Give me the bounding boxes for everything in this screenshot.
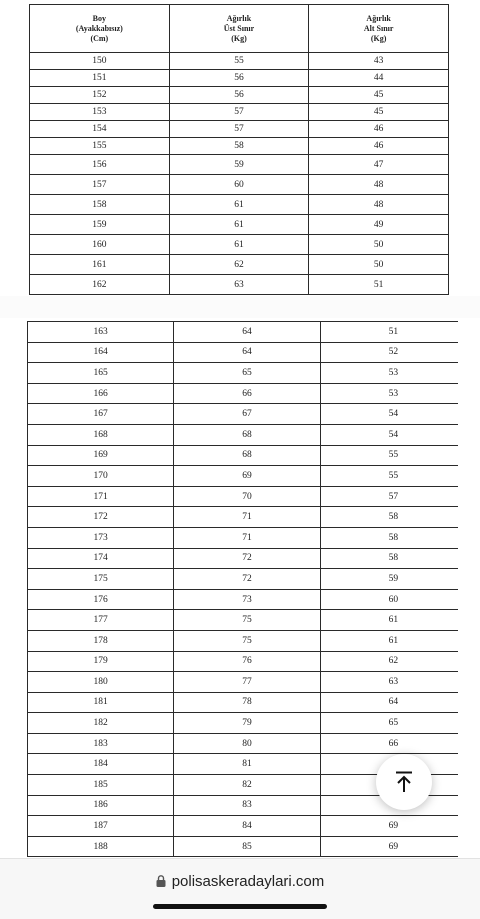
cell-weight-lower: 51 xyxy=(309,275,449,295)
table-row xyxy=(28,383,467,404)
cell-weight-lower: 48 xyxy=(309,195,449,215)
arrow-up-to-top-icon xyxy=(393,770,415,794)
cell-weight-upper: 75 xyxy=(174,630,320,651)
cell-height: 175 xyxy=(28,569,174,590)
cell-weight-lower: 45 xyxy=(309,104,449,121)
cell-weight-lower: 65 xyxy=(320,713,466,734)
header-weight-lower: Ağırlık Alt Sınır (Kg) xyxy=(309,5,449,53)
browser-address-bar[interactable] xyxy=(0,858,480,919)
table-row xyxy=(30,155,449,175)
scroll-to-top-button[interactable] xyxy=(376,754,432,810)
table-row xyxy=(28,630,467,651)
cell-weight-upper: 68 xyxy=(174,445,320,466)
cell-weight-upper: 57 xyxy=(169,121,309,138)
cell-height: 176 xyxy=(28,589,174,610)
cell-height: 151 xyxy=(30,70,170,87)
header-weight-upper: Ağırlık Üst Sınır (Kg) xyxy=(169,5,309,53)
cell-weight-upper: 60 xyxy=(169,175,309,195)
table-row xyxy=(30,255,449,275)
cell-weight-lower: 69 xyxy=(320,836,466,857)
table-row xyxy=(28,486,467,507)
cell-weight-lower: 63 xyxy=(320,672,466,693)
cell-weight-lower: 46 xyxy=(309,138,449,155)
cell-height: 167 xyxy=(28,404,174,425)
cell-weight-upper: 65 xyxy=(174,363,320,384)
cell-weight-lower: 47 xyxy=(309,155,449,175)
cell-weight-upper: 77 xyxy=(174,672,320,693)
cell-height: 188 xyxy=(28,836,174,857)
table-row xyxy=(30,195,449,215)
cell-weight-lower: 49 xyxy=(309,215,449,235)
cell-weight-lower: 50 xyxy=(309,255,449,275)
cell-height: 186 xyxy=(28,795,174,816)
url-display[interactable] xyxy=(0,873,480,890)
cell-weight-upper: 76 xyxy=(174,651,320,672)
cell-height: 153 xyxy=(30,104,170,121)
cell-height: 182 xyxy=(28,713,174,734)
cell-weight-upper: 83 xyxy=(174,795,320,816)
cell-height: 152 xyxy=(30,87,170,104)
cell-weight-lower: 64 xyxy=(320,692,466,713)
weight-table-part-1 xyxy=(29,4,449,295)
cell-weight-upper: 57 xyxy=(169,104,309,121)
cell-weight-lower: 60 xyxy=(320,589,466,610)
cell-height: 172 xyxy=(28,507,174,528)
cell-height: 155 xyxy=(30,138,170,155)
cell-weight-lower: 48 xyxy=(309,175,449,195)
cell-weight-upper: 71 xyxy=(174,507,320,528)
cell-weight-upper: 79 xyxy=(174,713,320,734)
cell-weight-upper: 82 xyxy=(174,775,320,796)
cell-height: 174 xyxy=(28,548,174,569)
cell-height: 160 xyxy=(30,235,170,255)
table-row xyxy=(28,466,467,487)
cell-height: 159 xyxy=(30,215,170,235)
cell-weight-upper: 64 xyxy=(174,342,320,363)
cell-weight-lower: 53 xyxy=(320,363,466,384)
cell-weight-lower: 50 xyxy=(309,235,449,255)
table-row xyxy=(28,424,467,445)
cell-weight-lower: 54 xyxy=(320,404,466,425)
lock-icon xyxy=(156,875,166,887)
cell-height: 185 xyxy=(28,775,174,796)
table-row xyxy=(30,53,449,70)
cell-weight-upper: 69 xyxy=(174,466,320,487)
cell-height: 187 xyxy=(28,816,174,837)
cell-weight-upper: 66 xyxy=(174,383,320,404)
table-row xyxy=(28,569,467,590)
table-row xyxy=(28,733,467,754)
cell-weight-upper: 75 xyxy=(174,610,320,631)
cell-weight-upper: 56 xyxy=(169,70,309,87)
cell-weight-upper: 84 xyxy=(174,816,320,837)
cell-weight-lower: 55 xyxy=(320,466,466,487)
cell-weight-upper: 71 xyxy=(174,527,320,548)
cell-height: 164 xyxy=(28,342,174,363)
table-row xyxy=(30,138,449,155)
table-row xyxy=(30,175,449,195)
cell-height: 178 xyxy=(28,630,174,651)
cell-height: 179 xyxy=(28,651,174,672)
cell-weight-lower: 57 xyxy=(320,486,466,507)
cell-weight-upper: 56 xyxy=(169,87,309,104)
cell-weight-lower: 66 xyxy=(320,733,466,754)
cell-height: 177 xyxy=(28,610,174,631)
cell-weight-upper: 63 xyxy=(169,275,309,295)
cell-height: 158 xyxy=(30,195,170,215)
table-row xyxy=(28,404,467,425)
table-row xyxy=(28,527,467,548)
cell-weight-upper: 59 xyxy=(169,155,309,175)
cell-weight-lower: 46 xyxy=(309,121,449,138)
cell-weight-lower: 58 xyxy=(320,507,466,528)
home-indicator xyxy=(153,904,327,909)
cell-weight-upper: 70 xyxy=(174,486,320,507)
table-row xyxy=(28,445,467,466)
cell-height: 183 xyxy=(28,733,174,754)
table-row xyxy=(28,322,467,343)
cell-weight-lower: 59 xyxy=(320,569,466,590)
cell-height: 154 xyxy=(30,121,170,138)
cell-weight-upper: 58 xyxy=(169,138,309,155)
cell-weight-upper: 61 xyxy=(169,195,309,215)
cell-height: 170 xyxy=(28,466,174,487)
url-text: polisaskeradaylari.com xyxy=(171,873,325,890)
table-row xyxy=(28,672,467,693)
cell-height: 180 xyxy=(28,672,174,693)
cell-weight-lower: 43 xyxy=(309,53,449,70)
cell-weight-upper: 61 xyxy=(169,235,309,255)
cell-weight-lower: 61 xyxy=(320,630,466,651)
right-edge-clip xyxy=(458,321,480,861)
cell-weight-lower: 69 xyxy=(320,816,466,837)
cell-height: 165 xyxy=(28,363,174,384)
table-row xyxy=(28,507,467,528)
table-row xyxy=(30,70,449,87)
cell-height: 184 xyxy=(28,754,174,775)
cell-weight-lower: 58 xyxy=(320,527,466,548)
cell-height: 163 xyxy=(28,322,174,343)
cell-weight-lower: 55 xyxy=(320,445,466,466)
table-row xyxy=(28,548,467,569)
table-row xyxy=(28,610,467,631)
table-row xyxy=(30,235,449,255)
cell-weight-lower: 53 xyxy=(320,383,466,404)
cell-weight-upper: 78 xyxy=(174,692,320,713)
table-row xyxy=(30,87,449,104)
table-row xyxy=(28,816,467,837)
cell-weight-upper: 55 xyxy=(169,53,309,70)
cell-height: 181 xyxy=(28,692,174,713)
table-row xyxy=(28,363,467,384)
table-row xyxy=(30,275,449,295)
cell-height: 157 xyxy=(30,175,170,195)
cell-weight-upper: 61 xyxy=(169,215,309,235)
cell-height: 173 xyxy=(28,527,174,548)
table-header-row xyxy=(30,5,449,53)
cell-weight-lower: 61 xyxy=(320,610,466,631)
table-row xyxy=(28,589,467,610)
cell-weight-lower: 51 xyxy=(320,322,466,343)
cell-weight-upper: 68 xyxy=(174,424,320,445)
table-page-gap xyxy=(0,296,480,318)
cell-weight-upper: 85 xyxy=(174,836,320,857)
cell-weight-upper: 80 xyxy=(174,733,320,754)
cell-weight-upper: 72 xyxy=(174,569,320,590)
cell-weight-lower: 54 xyxy=(320,424,466,445)
cell-height: 166 xyxy=(28,383,174,404)
table-row xyxy=(28,651,467,672)
cell-height: 168 xyxy=(28,424,174,445)
cell-weight-lower: 58 xyxy=(320,548,466,569)
cell-height: 150 xyxy=(30,53,170,70)
cell-height: 171 xyxy=(28,486,174,507)
cell-weight-lower: 44 xyxy=(309,70,449,87)
header-height: Boy (Ayakkabısız) (Cm) xyxy=(30,5,170,53)
cell-height: 156 xyxy=(30,155,170,175)
cell-height: 161 xyxy=(30,255,170,275)
cell-weight-upper: 62 xyxy=(169,255,309,275)
table-row xyxy=(28,342,467,363)
table-row xyxy=(28,713,467,734)
table-row xyxy=(28,836,467,857)
table-row xyxy=(30,215,449,235)
cell-weight-lower: 62 xyxy=(320,651,466,672)
cell-weight-upper: 73 xyxy=(174,589,320,610)
cell-weight-lower: 52 xyxy=(320,342,466,363)
table-row xyxy=(30,104,449,121)
cell-height: 162 xyxy=(30,275,170,295)
cell-weight-upper: 81 xyxy=(174,754,320,775)
cell-weight-upper: 67 xyxy=(174,404,320,425)
cell-weight-upper: 64 xyxy=(174,322,320,343)
table-row xyxy=(28,692,467,713)
cell-weight-upper: 72 xyxy=(174,548,320,569)
cell-weight-lower: 45 xyxy=(309,87,449,104)
table-row xyxy=(30,121,449,138)
cell-height: 169 xyxy=(28,445,174,466)
